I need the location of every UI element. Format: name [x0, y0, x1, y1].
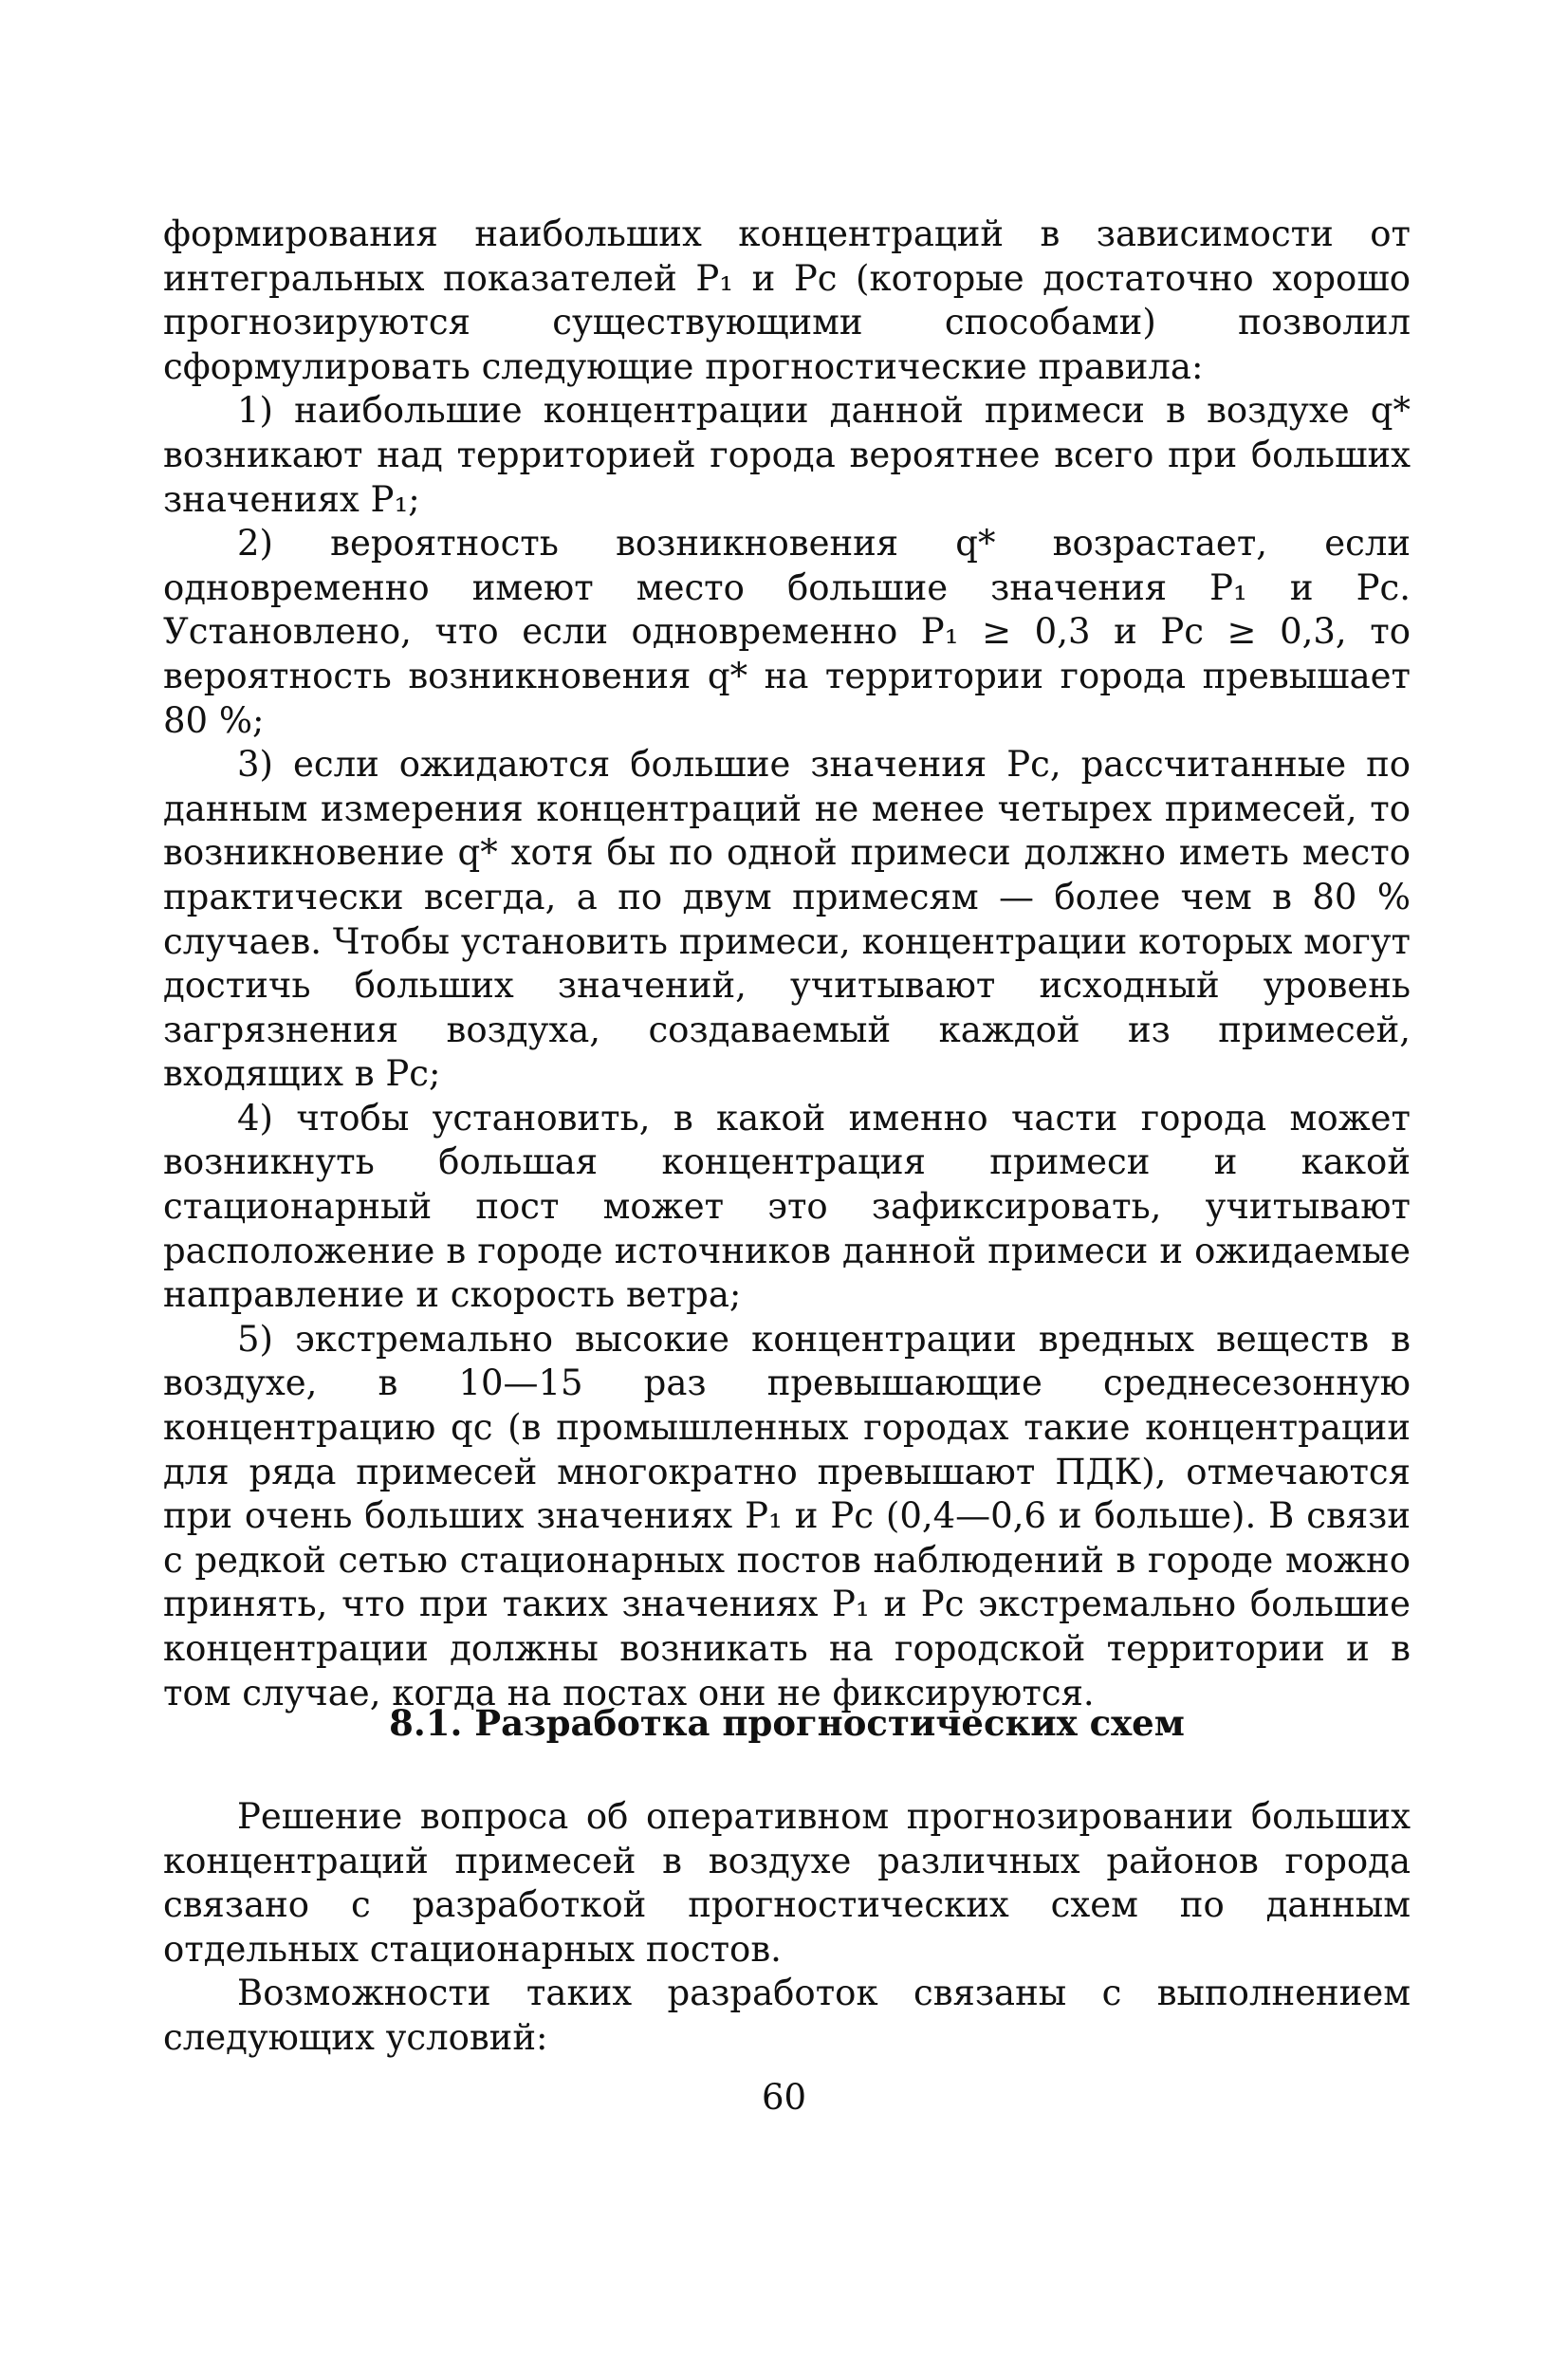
body-text — [163, 213, 1411, 1715]
section-paragraph-1: Решение вопроса об оперативном прогнозировании больших концентраций примесей в воздухе различных районов города связано с разработкой прогностических схем по данным отдельных стационарных постов. — [163, 1796, 1411, 1970]
rule-5: 5) экстремально высокие концентрации вредных веществ в воздухе, в 10—15 раз превышающие среднесезонную концентрацию qс (в промышленных городах такие концентрации для ряда примесей многократно превышают ПДК), отмечаются при очень больших значениях P₁ и Pс (0,4—0,6 и больше). В связи с редкой сетью стационарных постов наблюдений в городе можно принять, что при таких значениях P₁ и Pс экстремально большие концентрации должны возникать на городской территории и в том случае, когда на постах они не фиксируются. — [163, 1318, 1411, 1714]
rule-2: 2) вероятность возникновения q* возрастает, если одновременно имеют место большие значения P₁ и Pс. Установлено, что если одновременно P₁ ≥ 0,3 и Pс ≥ 0,3, то вероятность возникновения q* на территории города превышает 80 %; — [163, 523, 1411, 741]
page-number: 60 — [761, 2077, 807, 2118]
section-text — [163, 1795, 1411, 2061]
rule-4: 4) чтобы установить, в какой именно части города может возникнуть большая концентрация примеси и какой стационарный пост может это зафиксировать, учитывают расположение в городе источников данной примеси и ожидаемые направление и скорость ветра; — [163, 1097, 1411, 1316]
rule-1: 1) наибольшие концентрации данной примеси в воздухе q* возникают над территорией города вероятнее всего при больших значениях P₁; — [163, 390, 1411, 520]
section-paragraph-2: Возможности таких разработок связаны с выполнением следующих условий: — [163, 1973, 1411, 2058]
section-heading: 8.1. Разработка прогностических схем — [389, 1702, 1185, 1744]
paragraph-intro: формирования наибольших концентраций в зависимости от интегральных показателей P₁ и Pс (которые достаточно хорошо прогнозируются существующими способами) позволил сформулировать следующие прогностические правила: — [163, 213, 1411, 387]
rule-3: 3) если ожидаются большие значения Pс, рассчитанные по данным измерения концентраций не менее четырех примесей, то возникновение q* хотя бы по одной примеси должно иметь место практически всегда, а по двум примесям — более чем в 80 % случаев. Чтобы установить примеси, концентрации которых могут достичь больших значений, учитывают исходный уровень загрязнения воздуха, создаваемый каждой из примесей, входящих в Pс; — [163, 744, 1411, 1095]
